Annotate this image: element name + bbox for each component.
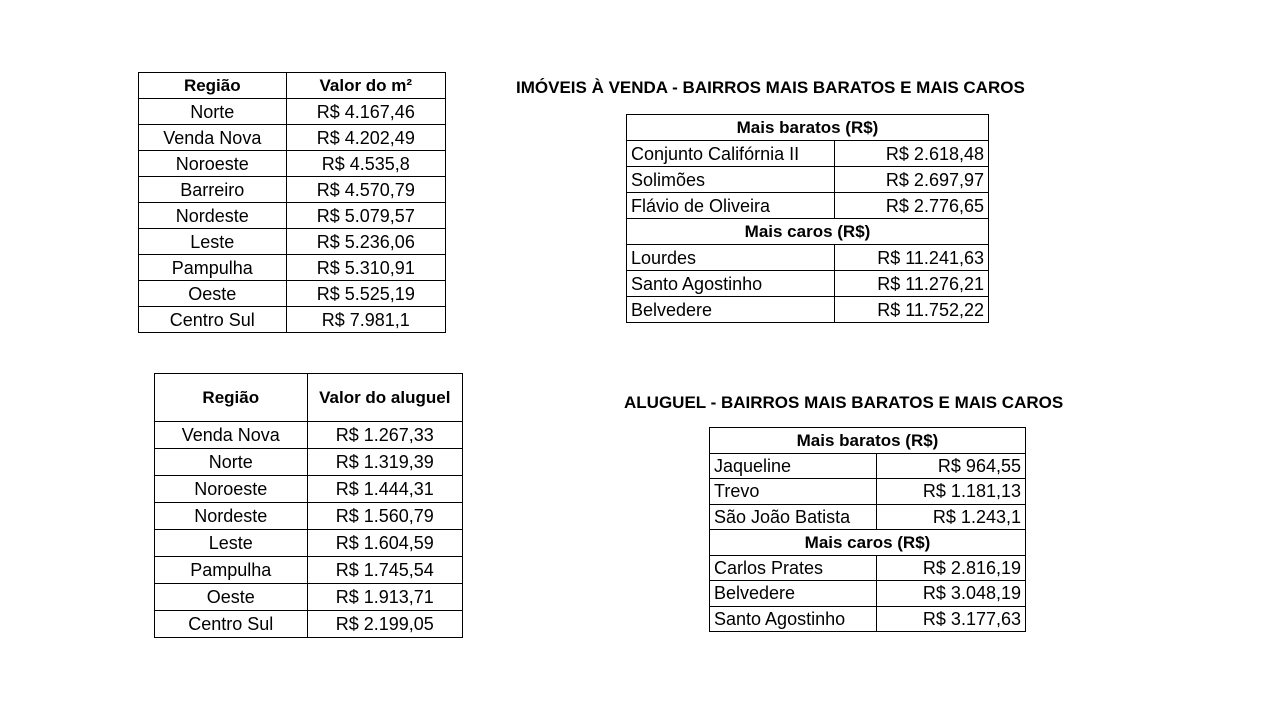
regiao-cell: Centro Sul — [155, 611, 308, 638]
mais-baratos-header: Mais baratos (R$) — [627, 115, 989, 141]
valor-cell: R$ 5.079,57 — [286, 203, 445, 229]
table-row — [155, 476, 463, 503]
valor-cell: R$ 2.618,48 — [835, 141, 989, 167]
table-row — [710, 555, 1026, 581]
valor-cell: R$ 1.604,59 — [307, 530, 462, 557]
column-header-regiao: Região — [139, 73, 287, 99]
valor-cell: R$ 11.752,22 — [835, 297, 989, 323]
bairro-cell: Carlos Prates — [710, 555, 877, 581]
regiao-cell: Venda Nova — [155, 422, 308, 449]
bairro-cell: Trevo — [710, 479, 877, 505]
valor-cell: R$ 4.167,46 — [286, 99, 445, 125]
table-row — [627, 297, 989, 323]
mais-baratos-header: Mais baratos (R$) — [710, 428, 1026, 454]
table-row — [710, 606, 1026, 632]
column-header-valor-aluguel: Valor do aluguel — [307, 374, 462, 422]
regiao-cell: Oeste — [139, 281, 287, 307]
column-header-regiao: Região — [155, 374, 308, 422]
valor-cell: R$ 5.525,19 — [286, 281, 445, 307]
table-row — [139, 229, 446, 255]
bairro-cell: Santo Agostinho — [627, 271, 835, 297]
regiao-cell: Pampulha — [155, 557, 308, 584]
regiao-cell: Leste — [139, 229, 287, 255]
imoveis-venda-title: IMÓVEIS À VENDA - BAIRROS MAIS BARATOS E MAIS CAROS — [516, 78, 1025, 97]
table-row — [710, 504, 1026, 530]
table-row — [139, 203, 446, 229]
regiao-cell: Nordeste — [155, 503, 308, 530]
valor-cell: R$ 1.267,33 — [307, 422, 462, 449]
valor-cell: R$ 2.816,19 — [877, 555, 1026, 581]
valor-cell: R$ 11.276,21 — [835, 271, 989, 297]
section-header-row — [627, 115, 989, 141]
valor-cell: R$ 1.444,31 — [307, 476, 462, 503]
bairro-cell: Belvedere — [710, 581, 877, 607]
valor-cell: R$ 1.913,71 — [307, 584, 462, 611]
bairro-cell: Lourdes — [627, 245, 835, 271]
table-row — [627, 141, 989, 167]
valor-cell: R$ 5.310,91 — [286, 255, 445, 281]
bairro-cell: Jaqueline — [710, 453, 877, 479]
table-row — [710, 581, 1026, 607]
table-row — [139, 281, 446, 307]
table-row — [155, 449, 463, 476]
bairro-cell: Flávio de Oliveira — [627, 193, 835, 219]
valor-cell: R$ 964,55 — [877, 453, 1026, 479]
valor-cell: R$ 2.697,97 — [835, 167, 989, 193]
aluguel-bairros-title: ALUGUEL - BAIRROS MAIS BARATOS E MAIS CAROS — [624, 393, 1064, 412]
section-header-row — [710, 530, 1026, 556]
valor-cell: R$ 2.776,65 — [835, 193, 989, 219]
valor-cell: R$ 3.048,19 — [877, 581, 1026, 607]
mais-caros-header: Mais caros (R$) — [627, 219, 989, 245]
table-row — [155, 557, 463, 584]
regiao-cell: Barreiro — [139, 177, 287, 203]
bairro-cell: Santo Agostinho — [710, 606, 877, 632]
bairro-cell: São João Batista — [710, 504, 877, 530]
table-row — [710, 479, 1026, 505]
table-row — [139, 125, 446, 151]
table-row — [710, 453, 1026, 479]
regiao-cell: Leste — [155, 530, 308, 557]
valor-cell: R$ 4.570,79 — [286, 177, 445, 203]
regiao-cell: Noroeste — [139, 151, 287, 177]
bairro-cell: Solimões — [627, 167, 835, 193]
regiao-cell: Norte — [155, 449, 308, 476]
bairro-cell: Conjunto Califórnia II — [627, 141, 835, 167]
valor-cell: R$ 7.981,1 — [286, 307, 445, 333]
table-row — [155, 611, 463, 638]
valor-cell: R$ 4.535,8 — [286, 151, 445, 177]
valor-cell: R$ 3.177,63 — [877, 606, 1026, 632]
table-header-row — [139, 73, 446, 99]
table-row — [155, 422, 463, 449]
mais-caros-header: Mais caros (R$) — [710, 530, 1026, 556]
imoveis-bairros-table — [626, 114, 989, 323]
bairro-cell: Belvedere — [627, 297, 835, 323]
section-header-row — [710, 428, 1026, 454]
valor-cell: R$ 1.319,39 — [307, 449, 462, 476]
aluguel-bairros-table — [709, 427, 1026, 632]
valor-cell: R$ 1.745,54 — [307, 557, 462, 584]
regiao-cell: Nordeste — [139, 203, 287, 229]
valor-cell: R$ 11.241,63 — [835, 245, 989, 271]
regiao-cell: Norte — [139, 99, 287, 125]
valor-cell: R$ 1.181,13 — [877, 479, 1026, 505]
valor-cell: R$ 5.236,06 — [286, 229, 445, 255]
table-row — [155, 530, 463, 557]
regiao-cell: Oeste — [155, 584, 308, 611]
regiao-cell: Noroeste — [155, 476, 308, 503]
table-row — [155, 503, 463, 530]
valor-cell: R$ 2.199,05 — [307, 611, 462, 638]
valor-cell: R$ 1.560,79 — [307, 503, 462, 530]
aluguel-regioes-table — [154, 373, 463, 638]
section-header-row — [627, 219, 989, 245]
column-header-valor-m2: Valor do m² — [286, 73, 445, 99]
table-row — [139, 151, 446, 177]
table-row — [627, 193, 989, 219]
valor-cell: R$ 4.202,49 — [286, 125, 445, 151]
table-row — [139, 307, 446, 333]
table-header-row — [155, 374, 463, 422]
venda-regioes-table — [138, 72, 446, 333]
table-row — [139, 255, 446, 281]
table-row — [627, 271, 989, 297]
regiao-cell: Pampulha — [139, 255, 287, 281]
regiao-cell: Venda Nova — [139, 125, 287, 151]
valor-cell: R$ 1.243,1 — [877, 504, 1026, 530]
regiao-cell: Centro Sul — [139, 307, 287, 333]
table-row — [139, 99, 446, 125]
table-row — [627, 167, 989, 193]
table-row — [139, 177, 446, 203]
table-row — [627, 245, 989, 271]
table-row — [155, 584, 463, 611]
